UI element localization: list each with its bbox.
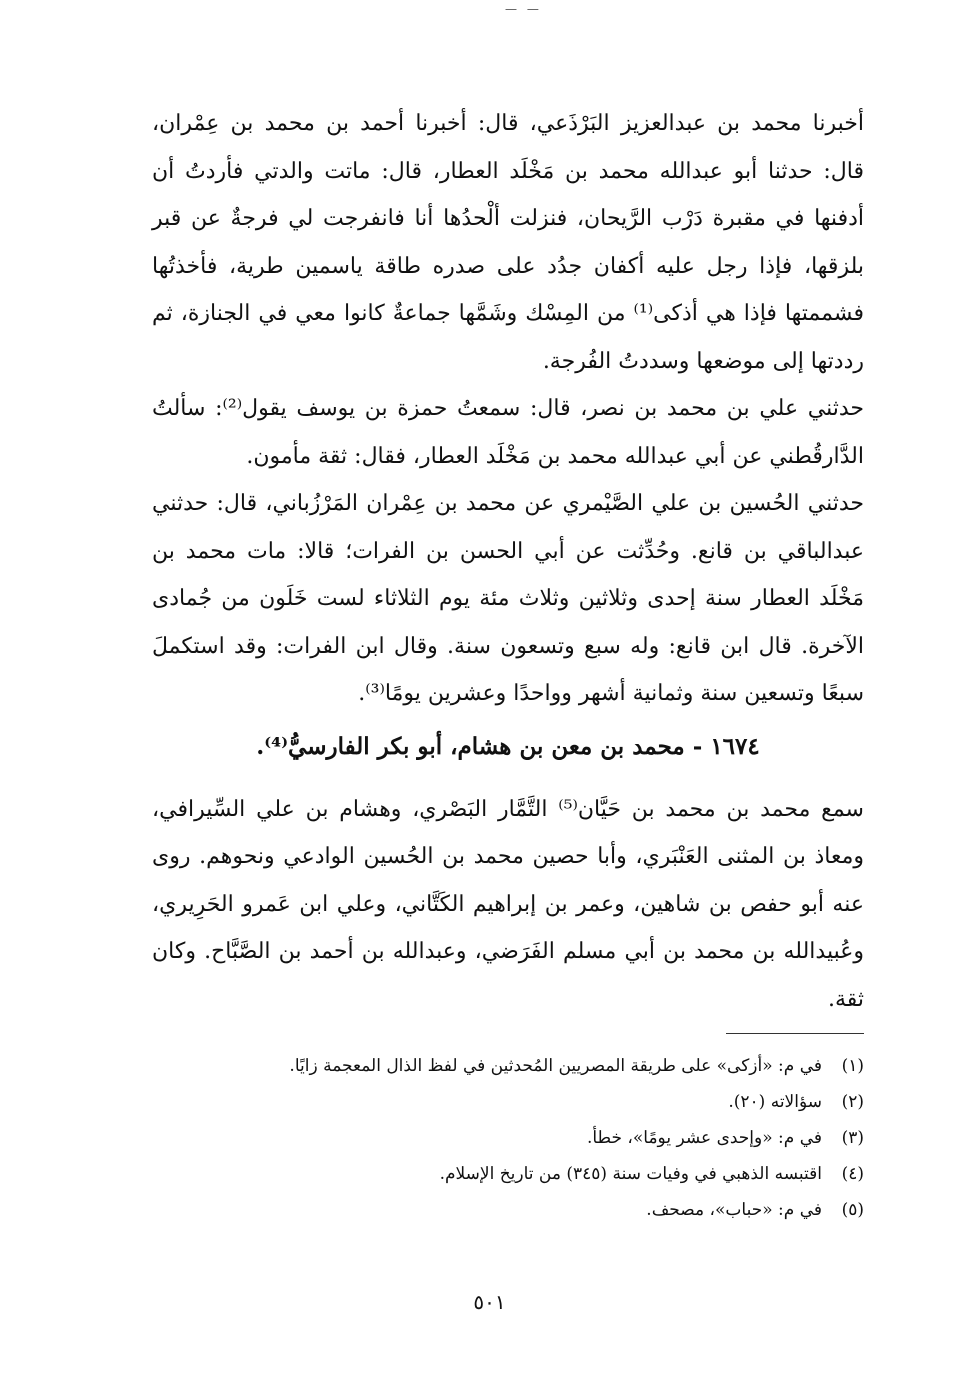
page-body: [152, 100, 864, 1023]
footnote-text: اقتبسه الذهبي في وفيات سنة (٣٤٥) من تاريخ الإسلام.: [439, 1164, 822, 1184]
footnotes: [152, 1048, 864, 1228]
footnote: [152, 1156, 864, 1192]
paragraph-1: أخبرنا محمد بن عبدالعزيز البَرْذَعي، قال: أخبرنا أحمد بن محمد بن عِمْران، قال: حدثنا أبو عبدالله محمد بن مَخْلَد العطار، قال: ماتت والدتي فأردتُ أن أدفنها في مقبرة دَرْب الرَّيحان، فنزلت ألْحدُها أنا فانفرجت لي فرجةٌ عن قبر بلزقها، فإذا رجل عليه أكفان جدُد على صدره طاقة ياسمين طرية، فأخذتُها فشممتها فإذا هي أذكى⁽¹⁾ من المِسْك وشَمَّها جماعةٌ كانوا معي في الجنازة، ثم رددتها إلى موضعها وسددتُ الفُرجة.: [152, 111, 864, 374]
paragraph-3: حدثني الحُسين بن علي الصَّيْمري عن محمد بن عِمْران المَرْزُباني، قال: حدثني عبدالباقي بن قانع. وحُدِّثت عن أبي الحسن بن الفرات؛ قالا: مات محمد بن مَخْلَد العطار سنة إحدى وثلاثين وثلاث مئة يوم الثلاثاء لست خَلَون من جُمادى الآخرة. قال ابن قانع: وله سبع وتسعون سنة. وقال ابن الفرات: وقد استكملَ سبعًا وتسعين سنة وثمانية أشهر وواحدًا وعشرين يومًا⁽³⁾.: [152, 491, 864, 706]
footnote-divider: [726, 1033, 864, 1034]
footnote-number: (١): [841, 1056, 864, 1076]
footnote-number: (٥): [841, 1200, 864, 1220]
page-number: ٥٠١: [473, 1290, 506, 1314]
footnote-text: في م: «أزكى» على طريقة المصريين المُحدثين في لفظ الذال المعجمة زايًا.: [289, 1056, 822, 1076]
footnote-text: في م: «حباب»، مصحف.: [646, 1200, 822, 1220]
footnote-number: (٣): [841, 1128, 864, 1148]
footnote-number: (٤): [841, 1164, 864, 1184]
footnote-number: (٢): [841, 1092, 864, 1112]
footnote: [152, 1048, 864, 1084]
footnote: [152, 1120, 864, 1156]
footnote: [152, 1192, 864, 1228]
footnote: [152, 1084, 864, 1120]
top-marks: — —: [505, 2, 542, 16]
paragraph-2: حدثني علي بن محمد بن نصر، قال: سمعتُ حمزة بن يوسف يقول⁽²⁾: سألتُ الدَّارقُطني عن أبي عبدالله محمد بن مَخْلَد العطار، فقال: ثقة مأمون.: [152, 396, 864, 469]
entry-paragraph: سمع محمد بن محمد بن حَيَّان⁽⁵⁾ التَّمَّار البَصْري، وهشام بن علي السِّيرافي، ومعاذ بن المثنى العَنْبَري، وأبا حصين محمد بن الحُسين الوادعي ونحوهم. روى عنه أبو حفص بن شاهين، وعمر بن إبراهيم الكَتَّاني، وعلي ابن عَمرو الحَرِيري، وعُبيدالله بن محمد بن أبي مسلم الفَرَضي، وعبدالله بن أحمد بن الصَّبَّاح. وكان ثقة.: [152, 796, 864, 1012]
footnote-text: في م: «وإحدى عشر يومًا»، خطأ.: [586, 1128, 822, 1148]
entry-heading: ١٦٧٤ - محمد بن معن بن هشام، أبو بكر الفارسيُّ⁽⁴⁾.: [256, 732, 760, 760]
footnote-text: سؤالاته (٢٠).: [728, 1092, 822, 1112]
